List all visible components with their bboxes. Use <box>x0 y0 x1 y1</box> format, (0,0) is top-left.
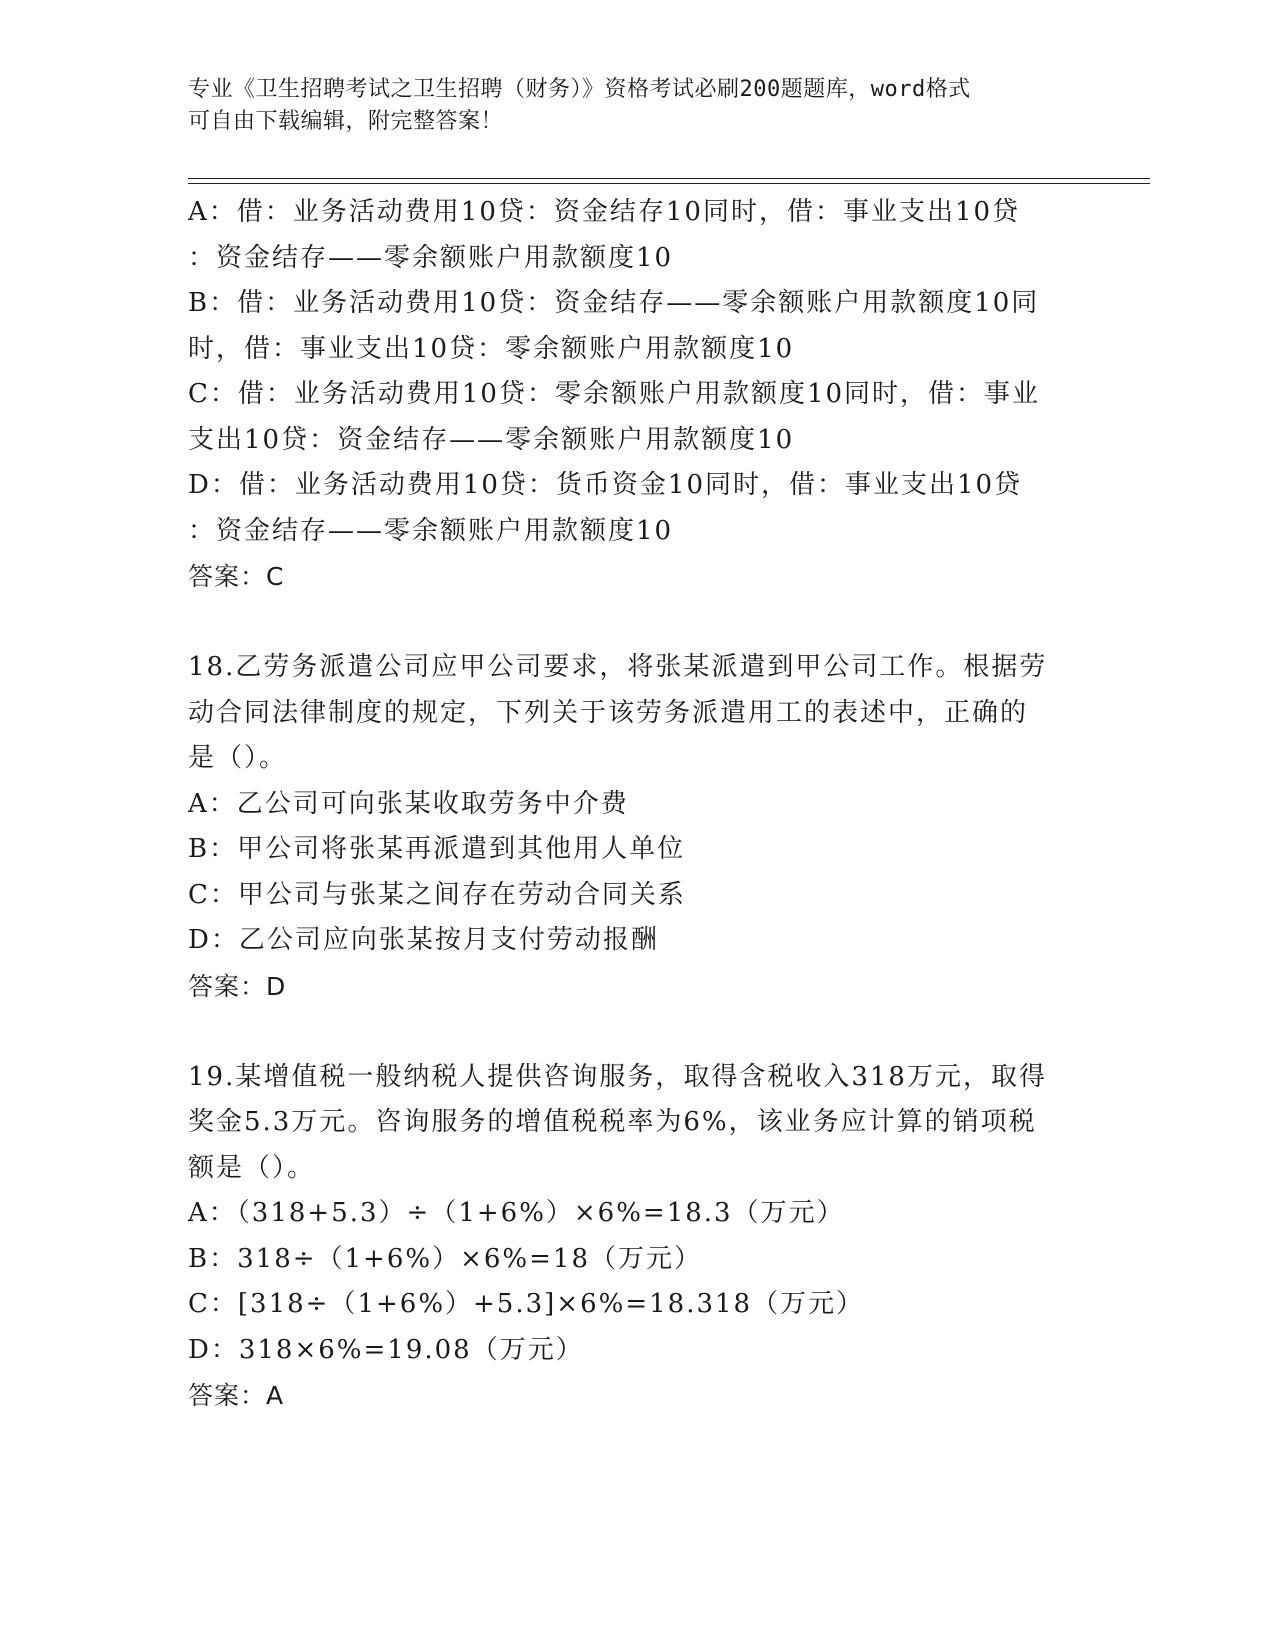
q17-option-a-line-2: ：资金结存——零余额账户用款额度10 <box>188 242 674 273</box>
q19-option-b: B：318÷（1+6%）×6%=18（万元） <box>188 1243 702 1274</box>
q17-option-c-line-1: C：借：业务活动费用10贷：零余额账户用款额度10同时，借：事业 <box>188 379 1041 409</box>
q18-stem-line-2: 动合同法律制度的规定，下列关于该劳务派遣用工的表述中，正确的 <box>188 697 1029 728</box>
q18-option-a: A：乙公司可向张某收取劳务中介费 <box>188 788 629 819</box>
q18-stem-line-3: 是（）。 <box>188 743 288 773</box>
spacer <box>188 600 1088 646</box>
document-body <box>188 190 1088 1419</box>
header-divider-bottom <box>188 183 1150 184</box>
q18-option-c: C：甲公司与张某之间存在劳动合同关系 <box>188 879 686 910</box>
q17-option-c-line-2: 支出10贷：资金结存——零余额账户用款额度10 <box>188 424 795 455</box>
q18-option-d: D：乙公司应向张某按月支付劳动报酬 <box>188 925 659 955</box>
header-title-line-2: 可自由下载编辑，附完整答案！ <box>188 109 504 134</box>
document-header <box>188 74 1068 138</box>
question-17 <box>188 190 1088 600</box>
q17-option-a-line-1: A：借：业务活动费用10贷：资金结存10同时，借：事业支出10贷 <box>188 197 1021 227</box>
q18-stem-line-1: 18.乙劳务派遣公司应甲公司要求，将张某派遣到甲公司工作。根据劳 <box>188 652 1048 682</box>
header-divider-top <box>188 178 1150 179</box>
spacer <box>188 1009 1088 1055</box>
q19-option-c: C：[318÷（1+6%）+5.3]×6%=18.318（万元） <box>188 1289 865 1319</box>
q19-answer: 答案：A <box>188 1381 285 1410</box>
q18-option-b: B：甲公司将张某再派遣到其他用人单位 <box>188 834 686 864</box>
q19-stem-line-2: 奖金5.3万元。咨询服务的增值税税率为6%，该业务应计算的销项税 <box>188 1107 1037 1137</box>
question-18 <box>188 645 1088 1009</box>
q17-option-b-line-2: 时，借：事业支出10贷：零余额账户用款额度10 <box>188 333 795 364</box>
q17-option-d-line-2: ：资金结存——零余额账户用款额度10 <box>188 515 674 546</box>
q19-stem-line-1: 19.某增值税一般纳税人提供咨询服务，取得含税收入318万元，取得 <box>188 1061 1047 1092</box>
q17-option-b-line-1: B：借：业务活动费用10贷：资金结存——零余额账户用款额度10同 <box>188 288 1040 318</box>
q18-answer: 答案：D <box>188 971 287 1001</box>
header-title-line-1: 专业《卫生招聘考试之卫生招聘（财务）》资格考试必刷200题题库，word格式 <box>188 77 971 102</box>
q17-option-d-line-1: D：借：业务活动费用10贷：货币资金10同时，借：事业支出10贷 <box>188 470 1023 500</box>
q19-stem-line-3: 额是（）。 <box>188 1152 316 1183</box>
question-19 <box>188 1055 1088 1419</box>
q19-option-a: A：（318+5.3）÷（1+6%）×6%=18.3（万元） <box>188 1198 845 1228</box>
q17-answer: 答案：C <box>188 562 285 591</box>
q19-option-d: D：318×6%=19.08（万元） <box>188 1334 584 1365</box>
